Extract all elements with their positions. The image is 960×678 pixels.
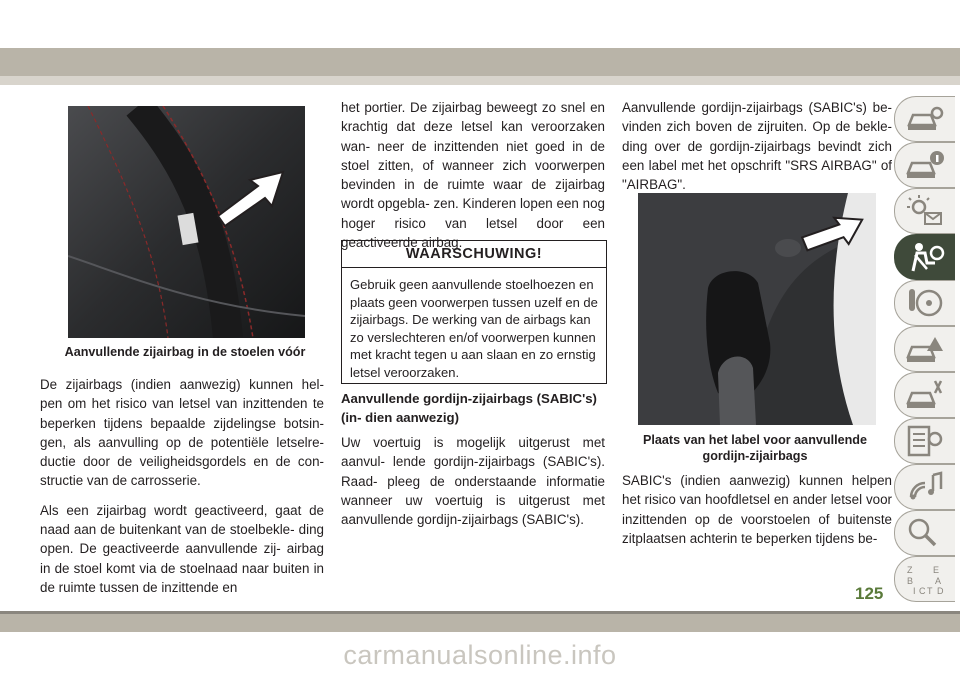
multimedia-icon <box>905 471 945 503</box>
svg-text:T: T <box>927 586 933 595</box>
tab-warning-lights[interactable] <box>894 188 955 234</box>
warning-title: WAARSCHUWING! <box>342 241 606 268</box>
car-service-icon <box>905 379 945 411</box>
section-heading: Aanvullende gordijn-zijairbags (SABIC's) (in- dien aanwezig) <box>341 391 597 425</box>
photo-caption-left: Aanvullende zijairbag in de stoelen vóór <box>64 345 306 359</box>
language-index-icon <box>905 563 945 595</box>
svg-text:C: C <box>919 586 926 595</box>
header-band-lower <box>0 76 960 85</box>
tab-seatbelt-airbag[interactable] <box>894 234 955 280</box>
search-index-icon <box>905 517 945 549</box>
tab-steering[interactable] <box>894 280 955 326</box>
top-margin <box>0 0 960 48</box>
paragraph: De zijairbags (indien aanwezig) kunnen hel- pen om het risico van letsel van inzittenden te beperken tijdens bepaalde zijdelingse botsin- gen, als aanvulling op de potentiële letselre- ductie door de veiligheidsgordels en de con- structie van de carrosserie. <box>40 377 324 489</box>
svg-text:A: A <box>935 576 942 586</box>
svg-text:E: E <box>933 565 940 575</box>
tab-multimedia[interactable] <box>894 464 955 510</box>
warning-text: Gebruik geen aanvullende stoelhoezen en plaats geen voorwerpen tussen uzelf en de zijairbags. De werking van de airbags kan zo verslechteren en/of voorwerpen kunnen met kracht tegen u aan slaan en zo ernstig letsel veroorzaken. <box>350 277 598 380</box>
svg-text:I: I <box>913 586 916 595</box>
tab-car-key[interactable] <box>894 96 955 142</box>
paragraph: Uw voertuig is mogelijk uitgerust met aanvul- lende gordijn-zijairbags (SABIC's). Raad- pleeg de onderstaande informatie wanneer uw voertuig is uitgerust met aanvullende gordijn-zijairbags (SABIC's). <box>341 435 605 528</box>
watermark: carmanualsonline.info <box>343 640 617 670</box>
roadside-warning-icon <box>905 333 945 365</box>
svg-text:Z: Z <box>907 565 913 575</box>
header-band <box>0 48 960 76</box>
chapter-tabs <box>894 96 960 612</box>
photo-caption-right: Plaats van het label voor aanvullende gordijn-zijairbags <box>643 433 867 463</box>
tab-specifications[interactable] <box>894 418 955 464</box>
curtain-airbag-photo <box>638 193 876 425</box>
column-left <box>40 375 324 607</box>
svg-text:D: D <box>937 586 944 595</box>
column-middle <box>341 98 605 262</box>
paragraph: het portier. De zijairbag beweegt zo snel en krachtig dat deze letsel kan veroorzaken wan- neer de inzittenden niet goed in de stoel zitten, of wanneer zich voorwerpen bevinden in de ruimte waar de zijairbag wordt opgebla- zen. Kinderen lopen een nog hoger risico van letsel door een geactiveerde airbag. <box>341 100 605 251</box>
warning-box <box>341 240 607 384</box>
specifications-icon <box>905 425 945 457</box>
tab-search[interactable] <box>894 510 955 556</box>
seatbelt-airbag-icon <box>905 241 945 273</box>
steering-wheel-icon <box>905 287 945 319</box>
tab-roadside[interactable] <box>894 326 955 372</box>
paragraph: SABIC's (indien aanwezig) kunnen helpen het risico van hoofdletsel en ander letsel voor inzittenden op de voorstoelen of buitenste zitplaatsen achterin te beperken tijdens be- <box>622 473 892 546</box>
svg-text:B: B <box>907 576 914 586</box>
paragraph: Aanvullende gordijn-zijairbags (SABIC's) be- vinden zich boven de zijruiten. Op de bekle- ding over de gordijn-zijairbags bevindt zich een label met het opschrift "SRS AIRBAG" of "AIRBAG". <box>622 100 892 193</box>
paragraph: Als een zijairbag wordt geactiveerd, gaat de naad aan de buitenkant van de stoelbekle- ding open. De geactiveerde aanvullende zij- airbag in de stoel komt via de stoelnaad naar buiten in de ruimte tussen de inzittende en <box>40 502 324 595</box>
warning-lights-icon <box>905 195 945 227</box>
footer-band <box>0 614 960 632</box>
tab-car-info[interactable] <box>894 142 955 188</box>
car-key-icon <box>905 103 945 135</box>
seat-airbag-photo <box>68 106 305 338</box>
car-info-icon <box>905 149 945 181</box>
page-number: 125 <box>855 584 884 603</box>
tab-language-index[interactable] <box>894 556 955 602</box>
column-right <box>622 98 892 204</box>
tab-service[interactable] <box>894 372 955 418</box>
